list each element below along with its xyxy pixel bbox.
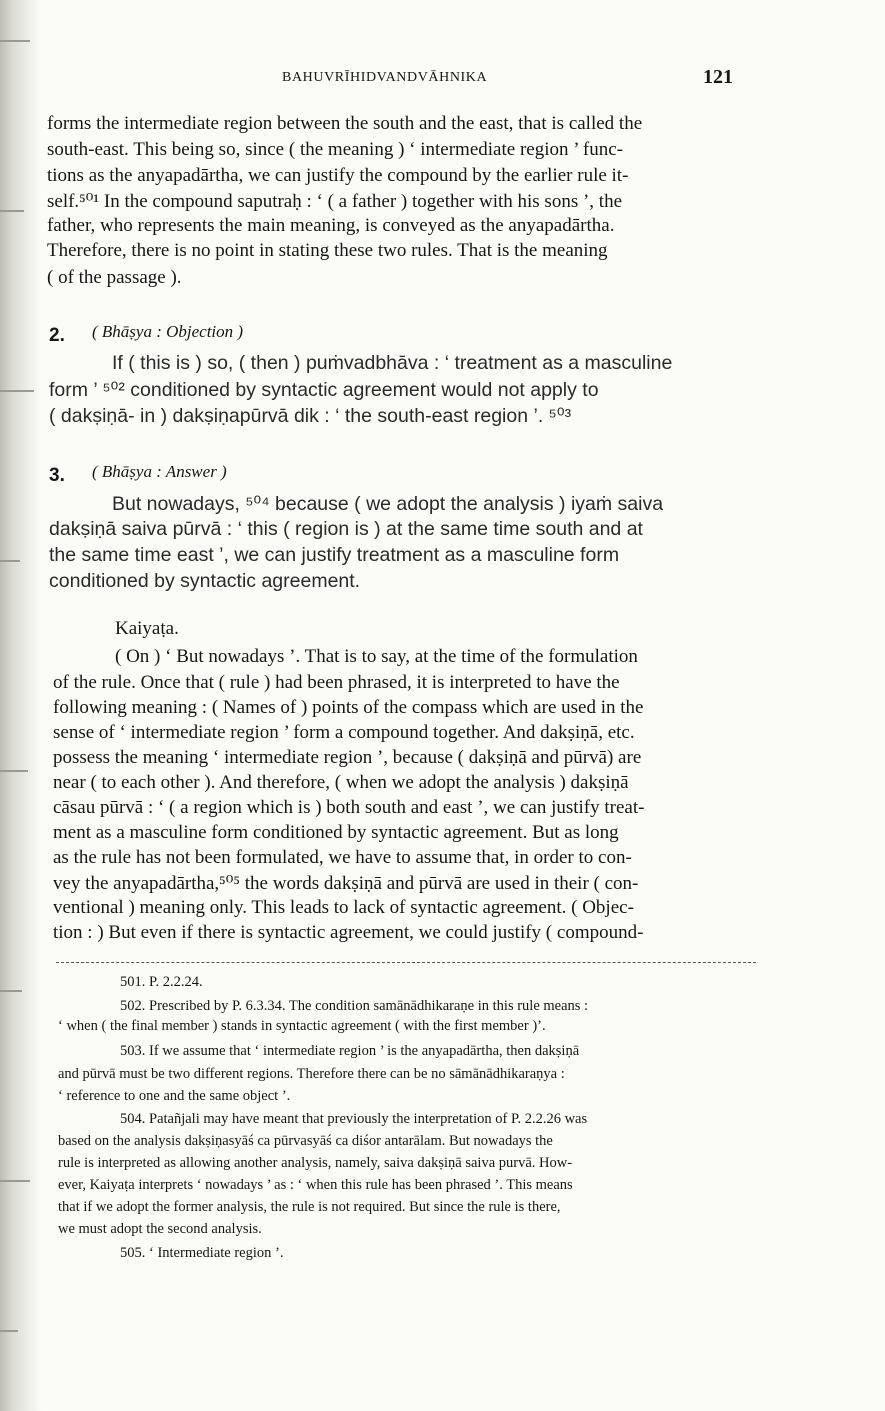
text-line: ventional ) meaning only. This leads to lack of syntactic agreement. ( Objec-	[53, 897, 634, 918]
text-line: If ( this is ) so, ( then ) puṁvadbhāva : ‘ treatment as a masculine	[112, 352, 673, 374]
section-label: ( Bhāṣya : Answer )	[92, 462, 227, 481]
text-line: Therefore, there is no point in stating these two rules. That is the meaning	[47, 240, 608, 261]
footnote-separator	[56, 962, 756, 963]
footnote-line: ‘ when ( the final member ) stands in syntactic agreement ( with the first member )’.	[58, 1018, 546, 1034]
running-title: BAHUVRĪHIDVANDVĀHNIKA	[282, 70, 488, 85]
text-line: tions as the anyapadārtha, we can justify the compound by the earlier rule it-	[47, 165, 629, 186]
footnote-line: 505. ‘ Intermediate region ’.	[120, 1245, 284, 1261]
text-line: of the rule. Once that ( rule ) had been phrased, it is interpreted to have the	[53, 672, 620, 693]
text-line: vey the anyapadārtha,⁵⁰⁵ the words dakṣiṇā and pūrvā are used in their ( con-	[53, 873, 639, 894]
section-number: 2.	[49, 325, 65, 346]
footnote-line: rule is interpreted as allowing another analysis, namely, saiva dakṣiṇā saiva purvā. How-	[58, 1155, 573, 1171]
footnote-line: 503. If we assume that ‘ intermediate region ’ is the anyapadārtha, then dakṣiṇā	[120, 1043, 580, 1059]
text-line: ment as a masculine form conditioned by syntactic agreement. But as long	[53, 822, 619, 843]
footnote-line: ‘ reference to one and the same object ’.	[58, 1088, 291, 1104]
text-line: possess the meaning ‘ intermediate region ’, because ( dakṣiṇā and pūrvā) are	[53, 747, 642, 768]
text-line: conditioned by syntactic agreement.	[49, 570, 361, 592]
footnote-line: that if we adopt the former analysis, the rule is not required. But since the rule is there,	[58, 1199, 561, 1215]
text-line: tion : ) But even if there is syntactic agreement, we could justify ( compound-	[53, 922, 644, 943]
text-line: father, who represents the main meaning, is conveyed as the anyapadārtha.	[47, 215, 615, 236]
footnote-line: ever, Kaiyaṭa interprets ‘ nowadays ’ as : ‘ when this rule has been phrased ’. This means	[58, 1177, 573, 1193]
text-line: forms the intermediate region between the south and the east, that is called the	[47, 113, 643, 134]
text-line: following meaning : ( Names of ) points of the compass which are used in the	[53, 697, 644, 718]
text-line: cāsau pūrvā : ‘ ( a region which is ) both south and east ’, we can justify treat-	[53, 797, 645, 818]
footnote-line: based on the analysis dakṣiṇasyāś ca pūrvasyāś ca diśor antarālam. But nowadays the	[58, 1133, 553, 1149]
text-line: ( dakṣiṇā- in ) dakṣiṇapūrvā dik : ‘ the south-east region ’. ⁵⁰³	[49, 405, 572, 427]
text-line: dakṣiṇā saiva pūrvā : ‘ this ( region is ) at the same time south and at	[49, 518, 643, 540]
text-line: self.⁵⁰¹ In the compound saputraḥ : ‘ ( a father ) together with his sons ’, the	[47, 191, 623, 212]
book-binding-shadow	[0, 0, 42, 1411]
footnote-line: 504. Patañjali may have meant that previously the interpretation of P. 2.2.26 was	[120, 1111, 588, 1127]
section-number: 3.	[49, 465, 65, 486]
text-line: ( On ) ‘ But nowadays ’. That is to say, at the time of the formulation	[115, 646, 638, 667]
text-line: form ’ ⁵⁰² conditioned by syntactic agreement would not apply to	[49, 379, 599, 401]
text-line: But nowadays, ⁵⁰⁴ because ( we adopt the analysis ) iyaṁ saiva	[112, 493, 664, 515]
section-label: ( Bhāṣya : Objection )	[92, 322, 244, 341]
text-line: near ( to each other ). And therefore, ( when we adopt the analysis ) dakṣiṇā	[53, 772, 629, 793]
text-line: ( of the passage ).	[47, 267, 182, 288]
footnote-line: 501. P. 2.2.24.	[120, 974, 203, 990]
footnote-line: and pūrvā must be two different regions. Therefore there can be no sāmānādhikaraṇya :	[58, 1066, 565, 1082]
page-number: 121	[703, 66, 733, 88]
kaiyata-heading: Kaiyaṭa.	[115, 618, 179, 639]
footnote-line: 502. Prescribed by P. 6.3.34. The condition samānādhikaraṇe in this rule means :	[120, 998, 589, 1014]
text-line: sense of ‘ intermediate region ’ form a compound together. And dakṣiṇā, etc.	[53, 722, 635, 743]
text-line: south-east. This being so, since ( the meaning ) ‘ intermediate region ’ func-	[47, 139, 623, 160]
footnote-line: we must adopt the second analysis.	[58, 1221, 262, 1237]
text-line: as the rule has not been formulated, we have to assume that, in order to con-	[53, 847, 632, 868]
page-header	[0, 66, 885, 92]
text-line: the same time east ’, we can justify treatment as a masculine form	[49, 544, 620, 566]
